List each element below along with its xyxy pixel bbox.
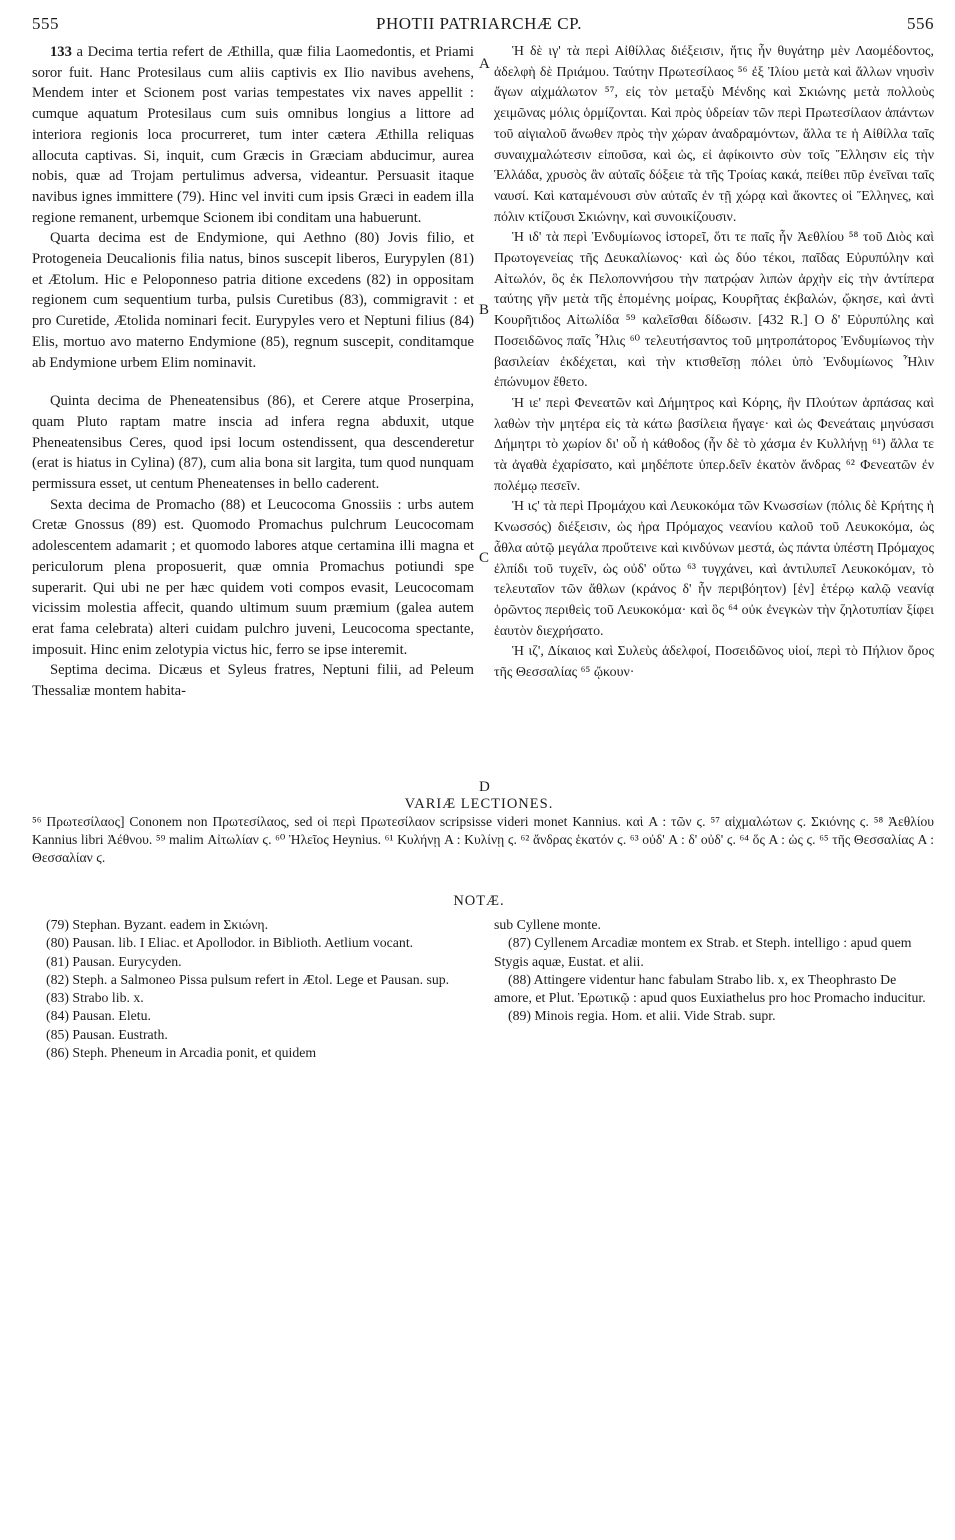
greek-paragraph: Ἡ ιδ' τὰ περὶ Ἐνδυμίωνος ἱστορεῖ, ὅτι τε παῖς ἦν Ἀεθλίου ⁵⁸ τοῦ Διὸς καὶ Πρωτογενείας τῆς Δευκαλίωνος· καὶ ὡς δύο τέκοι, παῖδας Εὐρυπύλην καὶ Αἰτωλόν, ὃς ἐκ Πελοποννήσου τὴν πατρῴαν λιπὼν ἀρχὴν εἰς τὴν ἀντίπερα ταύτης γῆν μετὰ τῆς ἑπομένης μοίρας, Κουρῆτας ἐκβαλών, ᾤκησε, καὶ ἀντὶ Κουρῆτιδος Αἰτωλίδα ⁵⁹ καλεῖσθαι δίδωσιν. [432 R.] Ο δ' Εὐρυπύλης καὶ Ποσειδῶνος παῖς Ἦλις ⁶⁰ τελευτήσαντος τοῦ μητροπάτορος Ἐνδυμίωνος τὴν βασιλείαν ἐκδέχεται, καὶ τὴν κτισθεῖσῃ πόλει ὑπὸ Ἐνδυμίωνος Ἦλιν ἐπώνυμον ἔθετο. [494, 230, 934, 391]
margin-letter-c: C [479, 550, 490, 566]
page-number-right: 556 [907, 14, 934, 33]
greek-paragraph: Ἡ ιζ', Δίκαιος καὶ Συλεὺς ἀδελφοί, Ποσειδῶνος υἱοί, περὶ τὸ Πήλιον ὄρος τῆς Θεσσαλίας ⁶⁵ ᾤκουν· [494, 644, 934, 681]
latin-paragraph: 133 a Decima tertia refert de Æthilla, quæ filia Laomedontis, et Priami soror fuit. Hanc Protesilaus cum aliis captivis ex Ilio navibus avehens, Mendem inter et Scionem post varias tempestates vix naves appellit : cumque aquatum Protesilaus cum suis omnibus longius a littore ad interiora regionis loca procurreret, tum inter cætera Æthilla reliquas allocuta captivas. Si, inquit, cum Græcis in Græciam abducimur, aurea nobis, quæ ad Trojam pertulimus adversa, videantur. Persuasit itaque navibus ignes immittere (79). Hinc vel inviti cum ipsis Græci in eadem illa regione remanent, urbemque Scionem ibi conditam una habuerunt. [32, 44, 474, 226]
greek-column [494, 42, 934, 684]
running-header [24, 14, 934, 42]
latin-paragraph: Septima decima. Dicæus et Syleus fratres, Neptuni filii, ad Peleum Thessaliæ montem habita- [32, 662, 474, 700]
greek-paragraph: Ἡ ιε' περὶ Φενεατῶν καὶ Δήμητρος καὶ Κόρης, ἣν Πλούτων ἁρπάσας καὶ λαθὼν τὴν μητέρα εἰς τὰ κάτω βασίλεια ἤγαγε· καὶ ὡς Φενεάταις μηνύσασι Δήμητρι τὸ χωρίον δι' οὗ ἡ κάθοδος (ἦν δὲ τὸ χάσμα ἐν Κυλλήνῃ ⁶¹) ἄλλα τε τὰ ἀγαθὰ ἐχαρίσατο, καὶ μηδέποτε ὑπερ.δεῖν ἑκατὸν ἄνδρας ⁶² Φενεατῶν ἐν πολέμῳ πεσεῖν. [494, 395, 934, 494]
chapter-number: 133 [50, 44, 72, 60]
note-item: (87) Cyllenem Arcadiæ montem ex Strab. et Steph. intelligo : apud quem Stygis aquæ, Eustat. et alii. [494, 935, 912, 969]
running-title: PHOTII PATRIARCHÆ CP. [376, 14, 582, 33]
latin-paragraph: Quarta decima est de Endymione, qui Aethno (80) Jovis filio, et Protogeneia Deucalionis filia natus, binos suscepit liberos, Eurypylen (81) et Ætolum. Hic e Peloponneso patria ditione excedens (82) in oppositam regionem cum sequentium turba, pulsis Curetibus (83), commigravit : et pro Curetide, Ætolida nominari fecit. Eurypyles vero et Neptuni filius (84) Elis, mortuo avo materno Endymione (85), regnum suscepit, conditamque ab Endymione urbem Elim nominavit. [32, 230, 474, 371]
latin-paragraph: Quinta decima de Pheneatensibus (86), et Cerere atque Proserpina, quam Pluto raptam matre inscia ad infera regna abduxit, utque Pheneatensibus Ceres, quod ipsi locum ostendissent, qua descenderetur (erat is hiatus in Cylina) (87), cum alia bona sit largita, tum quod nunquam permissura esset, ut centum Pheneatenses in bello caderent. [32, 393, 474, 493]
note-item: (80) Pausan. lib. I Eliac. et Apollodor. in Biblioth. Aetlium vocant. [46, 935, 414, 951]
variae-lectiones [24, 796, 934, 867]
greek-paragraph: Ἡ δὲ ιγ' τὰ περὶ Αἰθίλλας διέξεισιν, ἥτις ἦν θυγάτηρ μὲν Λαομέδοντος, ἀδελφὴ δὲ Πριάμου. Ταύτην Πρωτεσίλαος ⁵⁶ ἐξ Ἰλίου μετὰ καὶ ἄλλων νηυσὶν ἄγων αἰχμάλωτον ⁵⁷, εἰς τὸν μεταξὺ Μένδης καὶ Σκιώνης μετὰ πολλοὺς χειμῶνας μόλις ὁρμίζονται. Καὶ πρὸς ὑδρείαν τῶν περὶ Πρωτεσίλαον ἁπάντων τοῦ αἰγιαλοῦ ἄνωθεν πρὸς τὴν χώραν ἀναδραμόντων, ἄλλα τε ἡ Αἰθίλλα ταῖς συναιχμαλώτεσιν εἰποῦσα, καὶ ὡς, εἰ ἀφίκοιντο σὺν τοῖς Ἕλλησιν εἰς τὴν Ἑλλάδα, χρυσὸς ἂν αὐταῖς δόξειε τὰ τῆς Τροίας κακά, πείθει πῦρ ἐνεῖναι ταῖς ναυσί. Καὶ καταμένουσι σὺν αὐταῖς ἐν τῇ χώρᾳ καὶ ἄκοντες οἱ Ἕλληνες, καὶ πόλιν κτίζουσι Σκιώνην, καὶ συνοικίζουσιν. [494, 44, 934, 225]
main-columns [24, 42, 934, 794]
note-item: (88) Attingere videntur hanc fabulam Strabo lib. x, ex Theophrasto De amore, et Plut. Ἐρωτικῷ : apud quos Euxiathelus pro hoc Promacho inducitur. [494, 971, 926, 1006]
note-item: (89) Minois regia. Hom. et alii. Vide Strab. supr. [508, 1008, 776, 1024]
margin-letter-d: D [479, 779, 490, 795]
page [24, 14, 934, 1126]
note-item: (83) Strabo lib. x. [46, 990, 144, 1006]
notae-title: NOTÆ. [453, 893, 505, 909]
variae-text: ⁵⁶ Πρωτεσίλαος] Cononem non Πρωτεσίλαος, sed οἱ περὶ Πρωτεσίλαον scripsisse videri monet Kannius. καὶ A : τῶν ϛ. ⁵⁷ αἰχμαλώτων ϛ. Σκιόνης ϛ. ⁵⁸ Ἀεθλίου Kannius libri Ἀέθνου. ⁵⁹ malim Αἰτωλίαν ϛ. ⁶⁰ Ἠλεῖος Heynius. ⁶¹ Κυλήνῃ A : Κυλίνῃ ϛ. ⁶² ἄνδρας ἑκατόν ϛ. ⁶³ οὐδ' A : δ' οὐδ' ϛ. ⁶⁴ ὅς A : ὡς ϛ. ⁶⁵ τῆς Θεσσαλίας A : Θεσσαλίαν ϛ. [32, 814, 934, 865]
margin-letter-b: B [479, 302, 490, 318]
latin-column [32, 42, 474, 702]
notae-section [24, 893, 934, 1126]
variae-title: VARIÆ LECTIONES. [404, 796, 554, 812]
latin-paragraph: Sexta decima de Promacho (88) et Leucocoma Gnossiis : urbs autem Cretæ Gnossus (89) est. Quomodo Promachus pulchrum Leucocomam adolescentem adamarit ; et quomodo labores atque certamina illi magna et periculorum plena proposuerit, quæ omnia Promachus potiundi spe superarit. Qui ubi ne per hæc quidem voti compos evasit, Leucocomam vicissim molestia affecit, quando ultimum suum præmium (galea autem erat fama celebrata) alteri cuidam pulchro juveni, Leucocoma spectante, imposuit. Hinc enim zelotypia victus hic, ferro se ipse interemit. [32, 496, 474, 658]
note-item: (85) Pausan. Eustrath. [46, 1026, 168, 1042]
note-item: (82) Steph. a Salmoneo Pissa pulsum refert in Ætol. Lege et Pausan. sup. [46, 971, 450, 987]
page-number-left: 555 [32, 14, 59, 33]
note-item: sub Cyllene monte. [494, 917, 601, 932]
notes-left-column [32, 916, 472, 1062]
note-item: (81) Pausan. Eurycyden. [46, 953, 182, 969]
notes-columns [24, 916, 934, 1126]
margin-letter-a: A [479, 56, 490, 72]
greek-paragraph: Ἡ ιϛ' τὰ περὶ Προμάχου καὶ Λευκοκόμα τῶν Κνωσσίων (πόλις δὲ Κρήτης ἡ Κνωσσός) διέξεισιν, ὡς ἠρα Πρόμαχος νεανίου καλοῦ τοῦ Λευκοκόμα, ὡς ἆθλα αὐτῷ μεγάλα προὔτεινε καὶ κινδύνων μεστά, ὡς πάντα ὑπέστη Πρόμαχος ἐλπίδι τοῦ τυχεῖν, ὡς οὐδ' οὕτω ⁶³ τυγχάνει, καὶ ἀντιλυπεῖ Λευκοκόμαν, τὸ τελευταῖον τῶν ἄθλων (κράνος δ' ἦν περιβόητον) [ἐν] ἑτέρῳ καλῷ νεανίᾳ ὁρῶντος περιθεὶς τοῦ Λευκοκόμα· καὶ ὃς ⁶⁴ οὐκ ἐνεγκὼν τὴν ζηλοτυπίαν ξίφει ἑαυτὸν διεχρήσατο. [494, 499, 934, 639]
notes-right-column [494, 916, 934, 1026]
note-item: (79) Stephan. Byzant. eadem in Σκιώνη. [46, 917, 269, 932]
note-item: (84) Pausan. Eletu. [46, 1008, 151, 1024]
note-item: (86) Steph. Pheneum in Arcadia ponit, et quidem [46, 1045, 317, 1061]
